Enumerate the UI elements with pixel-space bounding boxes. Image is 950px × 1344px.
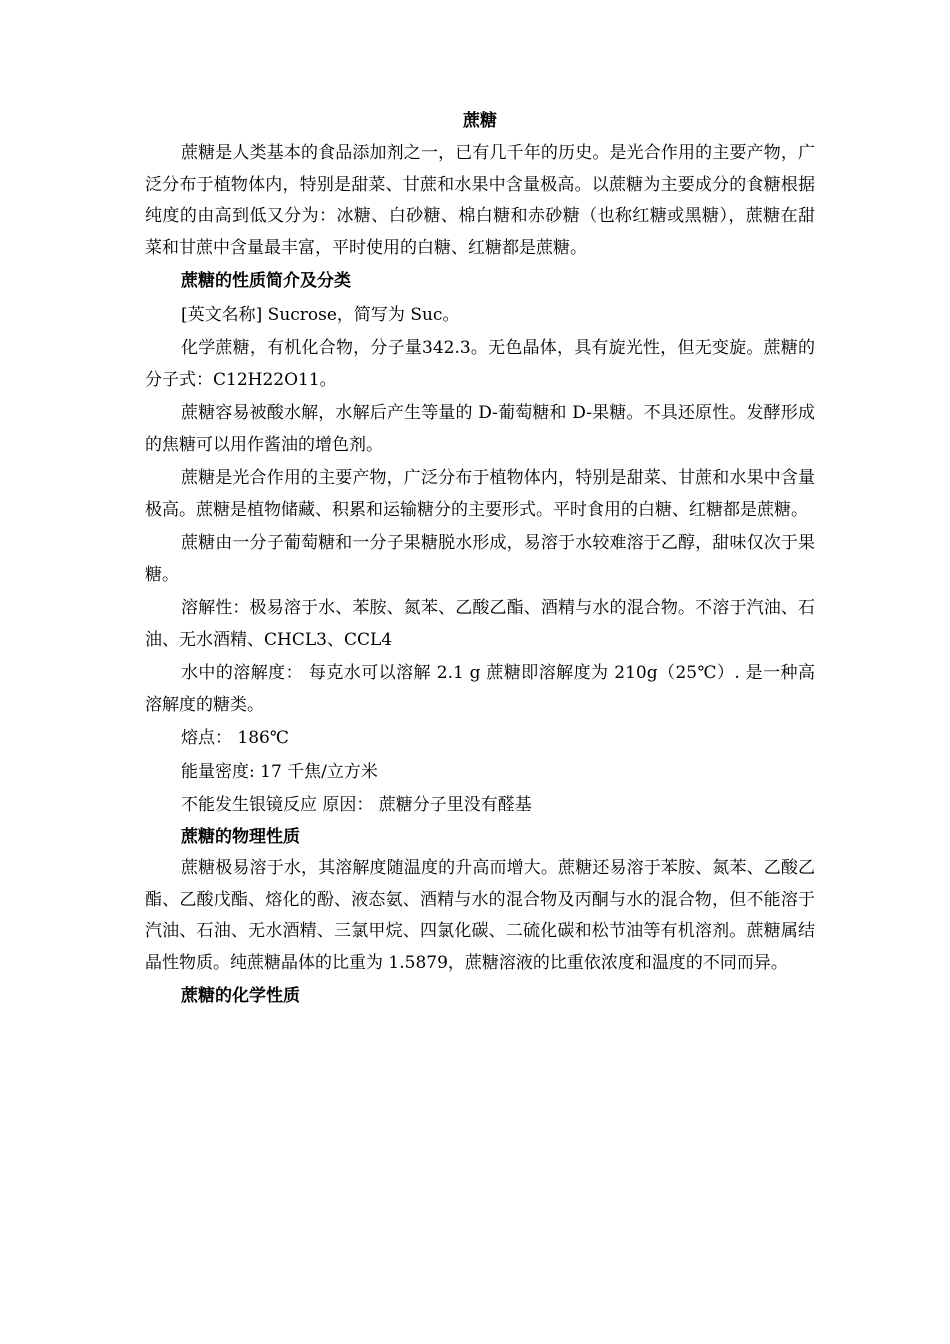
document-page bbox=[145, 108, 815, 1013]
composition-paragraph: 蔗糖由一分子葡萄糖和一分子果糖脱水形成，易溶于水较难溶于乙醇，甜味仅次于果糖。 bbox=[145, 533, 815, 585]
physical-properties-paragraph: 蔗糖极易溶于水，其溶解度随温度的升高而增大。蔗糖还易溶于苯胺、氮苯、乙酸乙酯、乙酸戊酯、熔化的酚、液态氨、酒精与水的混合物及丙酮与水的混合物，但不能溶于汽油、石油、无水酒精、三氯甲烷、四氯化碳、二硫化碳和松节油等有机溶剂。蔗糖属结晶性物质。纯蔗糖晶体的比重为 1.5879，蔗糖溶液的比重依浓度和温度的不同而异。 bbox=[145, 858, 815, 973]
photosynthesis-paragraph: 蔗糖是光合作用的主要产物，广泛分布于植物体内，特别是甜菜、甘蔗和水果中含量极高。蔗糖是植物储藏、积累和运输糖分的主要形式。平时食用的白糖、红糖都是蔗糖。 bbox=[145, 468, 815, 520]
silver-mirror-line: 不能发生银镜反应 原因： 蔗糖分子里没有醛基 bbox=[181, 795, 532, 815]
solubility-paragraph: 溶解性：极易溶于水、苯胺、氮苯、乙酸乙酯、酒精与水的混合物。不溶于汽油、石油、无水酒精、CHCL3、CCL4 bbox=[145, 598, 815, 650]
melting-point-line: 熔点： 186℃ bbox=[181, 728, 289, 748]
energy-density-line: 能量密度: 17 千焦/立方米 bbox=[181, 761, 378, 782]
english-name-paragraph: [英文名称] Sucrose，简写为 Suc。 bbox=[181, 304, 460, 325]
intro-paragraph: 蔗糖是人类基本的食品添加剂之一，已有几千年的历史。是光合作用的主要产物，广泛分布于植物体内，特别是甜菜、甘蔗和水果中含量极高。以蔗糖为主要成分的食糖根据纯度的由高到低又分为：冰糖、白砂糖、棉白糖和赤砂糖（也称红糖或黑糖），蔗糖在甜菜和甘蔗中含量最丰富，平时使用的白糖、红糖都是蔗糖。 bbox=[145, 143, 815, 258]
document-title: 蔗糖 bbox=[463, 111, 497, 131]
section-heading-physical: 蔗糖的物理性质 bbox=[181, 826, 300, 847]
chemical-paragraph: 化学蔗糖，有机化合物，分子量342.3。无色晶体，具有旋光性，但无变旋。蔗糖的分子式：C12H22O11。 bbox=[145, 338, 815, 390]
section-heading-chemical: 蔗糖的化学性质 bbox=[181, 986, 300, 1006]
hydrolysis-paragraph: 蔗糖容易被酸水解，水解后产生等量的 D-葡萄糖和 D-果糖。不具还原性。发酵形成的焦糖可以用作酱油的增色剂。 bbox=[145, 403, 815, 455]
section-heading-properties: 蔗糖的性质简介及分类 bbox=[181, 271, 351, 291]
water-solubility-paragraph: 水中的溶解度： 每克水可以溶解 2.1 g 蔗糖即溶解度为 210g（25℃）. 是一种高溶解度的糖类。 bbox=[145, 663, 815, 715]
